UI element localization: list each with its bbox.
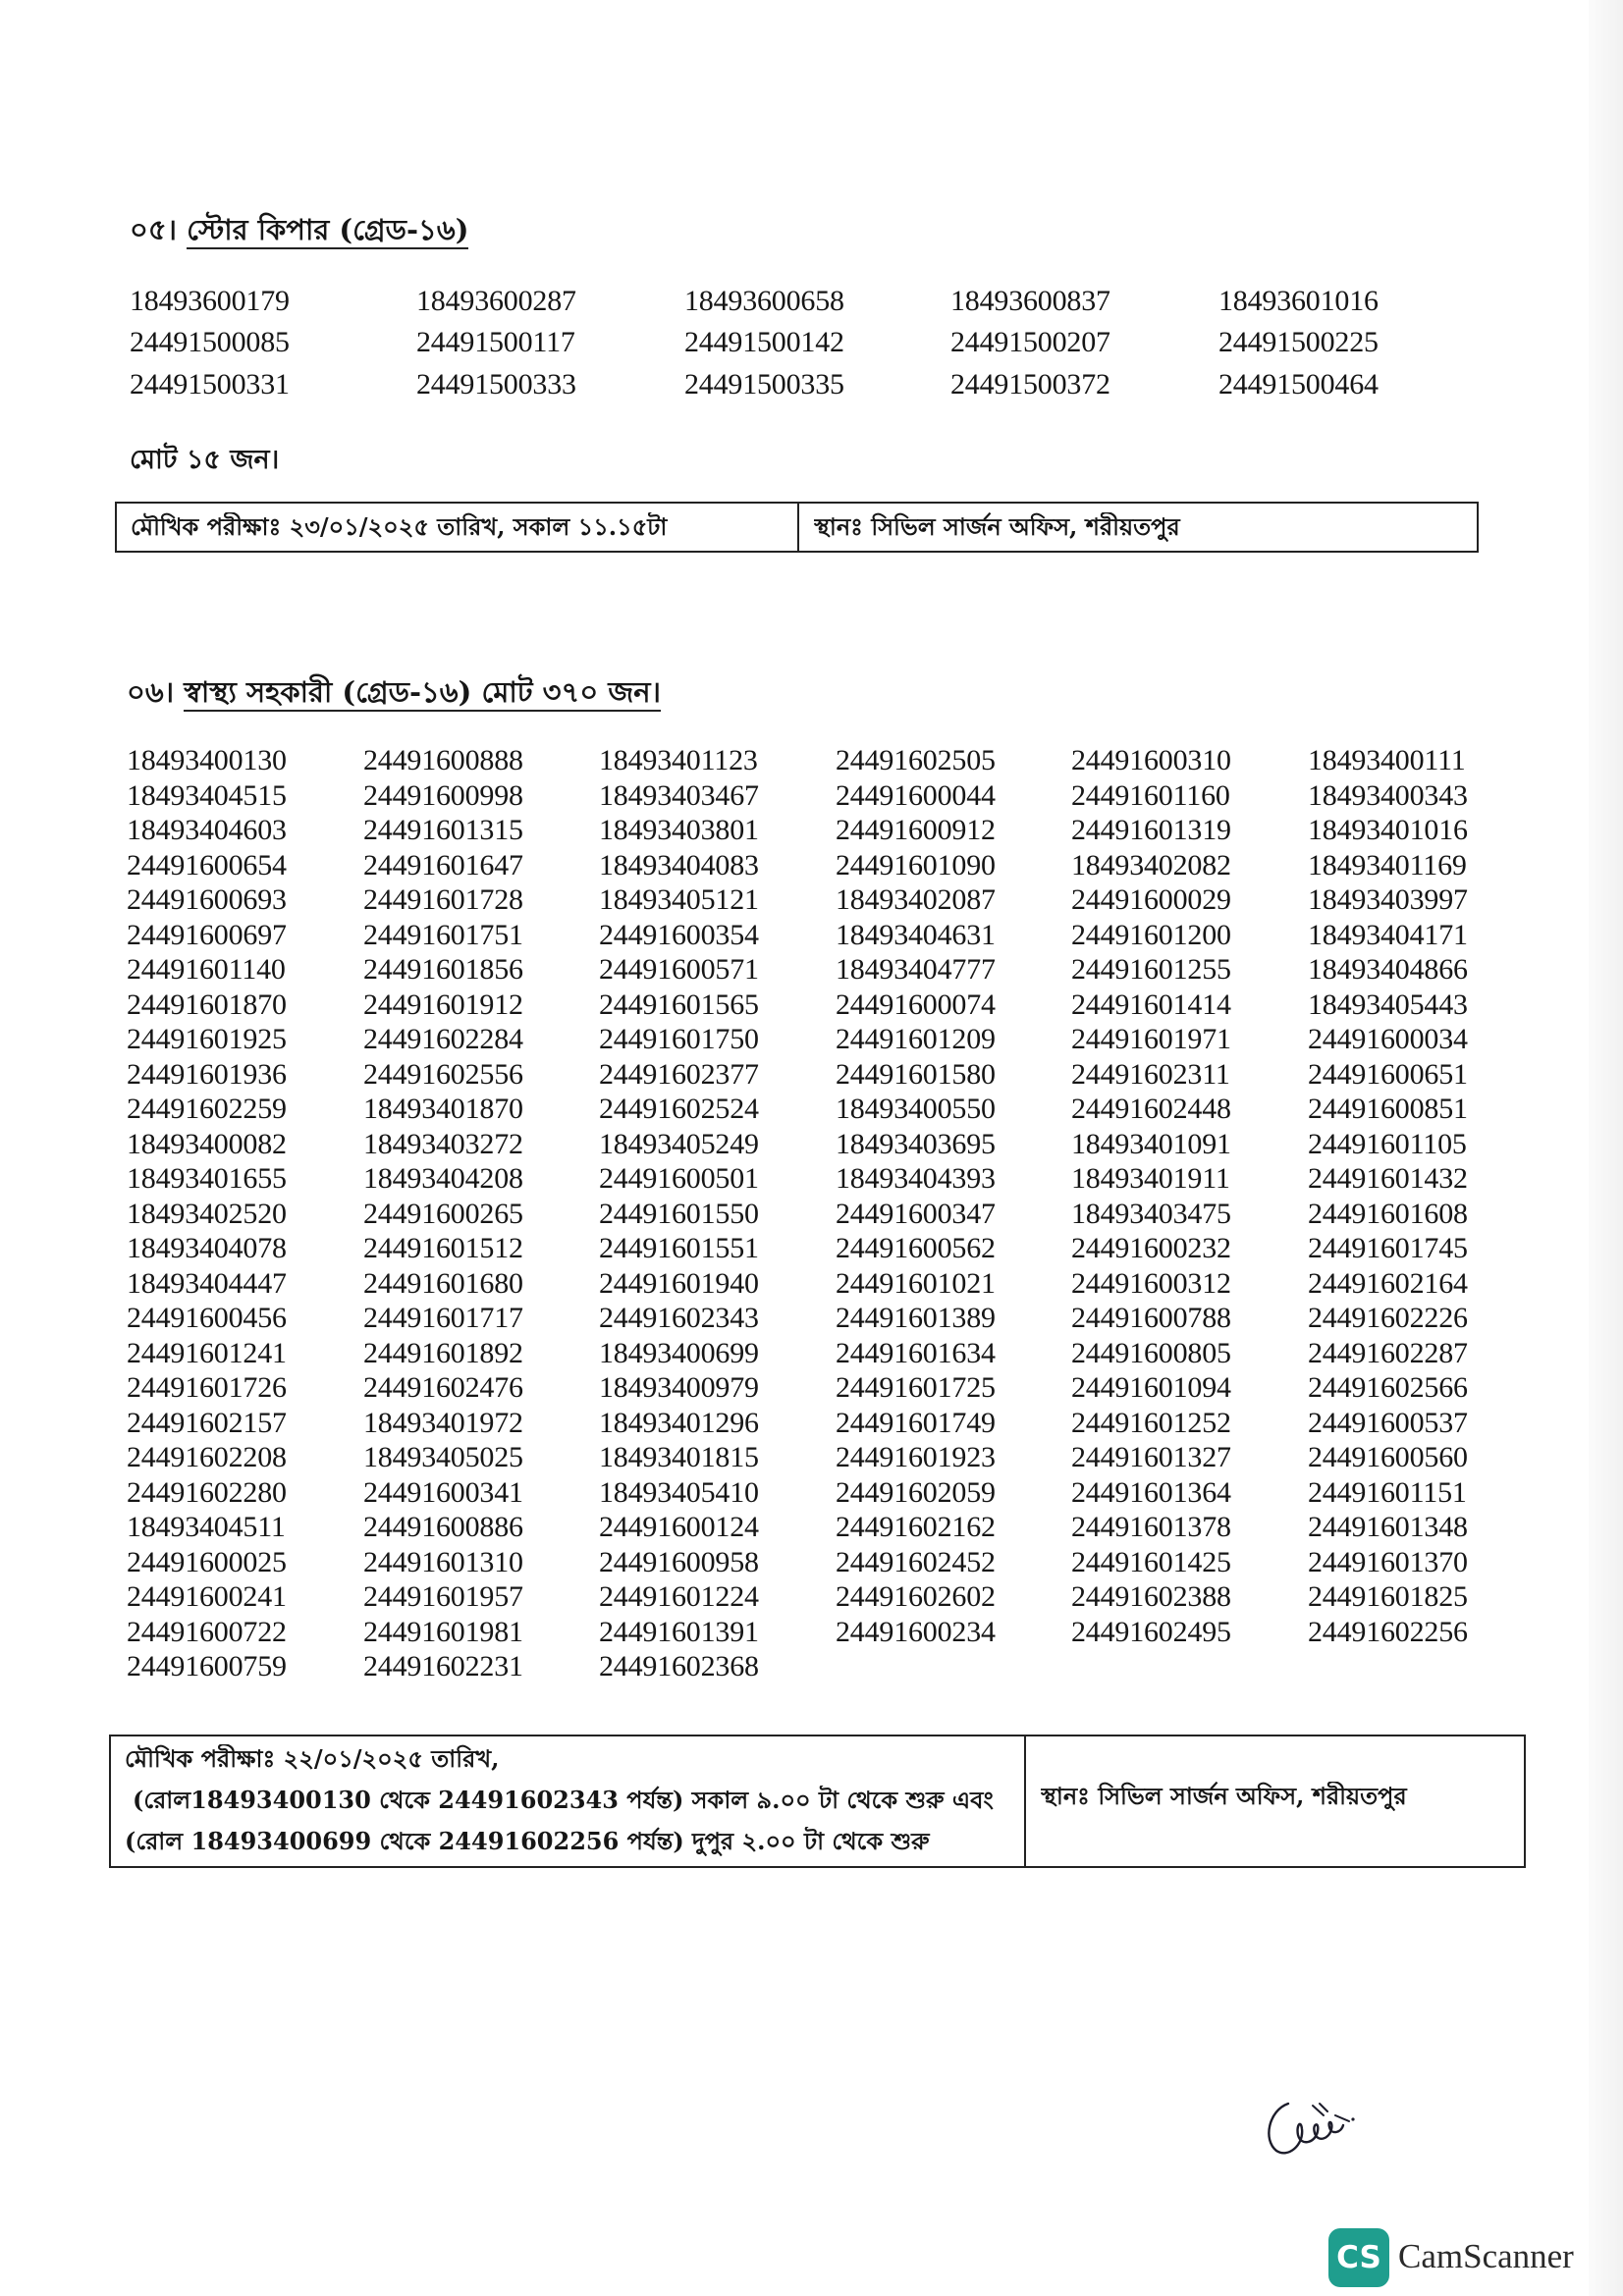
- roll-number: 24491601550: [599, 1197, 759, 1230]
- roll-number: 24491601940: [599, 1266, 759, 1300]
- exam-box-divider: [1024, 1736, 1026, 1866]
- roll-number: 18493600658: [684, 285, 844, 317]
- roll-number: 24491500335: [684, 368, 844, 400]
- section-05-exam-schedule: মৌখিক পরীক্ষাঃ ২৩/০১/২০২৫ তারিখ, সকাল ১১.১৫টা: [131, 512, 668, 541]
- roll-number: 24491600851: [1308, 1093, 1468, 1125]
- roll-number: 24491500142: [684, 326, 844, 358]
- roll-number: 24491601925: [127, 1023, 287, 1055]
- roll-number: 24491601378: [1071, 1511, 1231, 1543]
- roll-number: 24491600571: [599, 953, 759, 986]
- roll-number: 24491601825: [1308, 1580, 1468, 1613]
- roll-number: 24491601512: [363, 1232, 523, 1264]
- roll-number: 24491601551: [599, 1232, 759, 1264]
- section-06-exam-box: [109, 1735, 1526, 1868]
- roll-number: 24491600232: [1071, 1232, 1231, 1264]
- roll-column: [363, 743, 523, 1684]
- roll-number: 24491600562: [836, 1232, 996, 1264]
- roll-number: 24491602226: [1308, 1302, 1468, 1334]
- roll-number: 24491602259: [127, 1093, 287, 1125]
- roll-number: 24491600354: [599, 918, 759, 951]
- roll-number: 24491601105: [1308, 1127, 1467, 1160]
- roll-number: 24491602448: [1071, 1093, 1231, 1125]
- roll-number: 18493401815: [599, 1441, 759, 1473]
- roll-number: 24491600312: [1071, 1266, 1231, 1300]
- roll-number: 24491601634: [836, 1336, 996, 1369]
- roll-number: 24491601745: [1308, 1232, 1468, 1264]
- roll-number: 24491500117: [416, 326, 575, 358]
- roll-number: 24491601680: [363, 1266, 523, 1300]
- roll-number: 24491601608: [1308, 1197, 1468, 1230]
- roll-number: 24491601565: [599, 988, 759, 1021]
- roll-number: 18493403467: [599, 778, 759, 812]
- roll-number: 24491601432: [1308, 1162, 1468, 1195]
- roll-number: 24491601647: [363, 848, 523, 881]
- roll-number: 24491500333: [416, 368, 576, 400]
- roll-number: 24491601327: [1071, 1441, 1231, 1473]
- roll-number: 18493600287: [416, 285, 576, 317]
- roll-number: 18493404515: [127, 778, 287, 812]
- roll-number: 18493401870: [363, 1093, 523, 1125]
- roll-number: 24491601160: [1071, 778, 1230, 812]
- roll-number: 18493400979: [599, 1371, 759, 1404]
- roll-number: 18493402087: [836, 883, 996, 916]
- roll-number: 24491500331: [130, 368, 290, 400]
- roll-number: 24491601856: [363, 953, 523, 986]
- roll-number: 18493403475: [1071, 1197, 1231, 1230]
- roll-number: 18493401655: [127, 1162, 287, 1195]
- roll-number: 24491601255: [1071, 953, 1231, 986]
- roll-number: 24491601749: [836, 1406, 996, 1439]
- roll-number: 24491602476: [363, 1371, 523, 1404]
- roll-number: 18493404447: [127, 1266, 287, 1300]
- roll-number: 24491602495: [1071, 1615, 1231, 1648]
- roll-number: 18493400082: [127, 1127, 287, 1160]
- roll-number: 24491601021: [836, 1266, 996, 1300]
- roll-number: 18493400343: [1308, 778, 1468, 812]
- roll-column: [1308, 743, 1468, 1649]
- roll-number: 18493404171: [1308, 918, 1468, 951]
- roll-number: 18493400699: [599, 1336, 759, 1369]
- roll-number: 24491600888: [363, 744, 523, 776]
- roll-number: 24491602505: [836, 744, 996, 776]
- roll-number: 18493600837: [950, 285, 1110, 317]
- roll-number: 18493600179: [130, 285, 290, 317]
- section-05-total: মোট ১৫ জন।: [130, 445, 280, 475]
- roll-number: 24491602287: [1308, 1336, 1468, 1369]
- section-05-heading: [130, 208, 468, 256]
- roll-number: 24491601252: [1071, 1406, 1231, 1439]
- roll-number: 24491601751: [363, 918, 523, 951]
- roll-number: 24491600025: [127, 1545, 287, 1578]
- roll-number: 24491600560: [1308, 1441, 1468, 1473]
- roll-number: 24491500464: [1218, 368, 1379, 400]
- roll-number: 24491601971: [1071, 1023, 1231, 1055]
- roll-number: 18493404208: [363, 1162, 523, 1195]
- roll-number: 18493403997: [1308, 883, 1468, 916]
- roll-number: 24491601090: [836, 848, 996, 881]
- roll-column: [599, 743, 759, 1684]
- roll-number: 18493401911: [1071, 1162, 1230, 1195]
- roll-number: 24491601348: [1308, 1511, 1468, 1543]
- signature-icon: [1259, 2086, 1367, 2164]
- roll-number: 18493404603: [127, 814, 287, 846]
- roll-number: 24491600805: [1071, 1336, 1231, 1369]
- roll-number: 24491601389: [836, 1302, 996, 1334]
- roll-number: 24491601241: [127, 1336, 287, 1369]
- roll-number: 18493401169: [1308, 848, 1467, 881]
- section-06-exam-date: মৌখিক পরীক্ষাঃ ২২/০১/২০২৫ তারিখ,: [125, 1744, 500, 1773]
- roll-number: 24491602162: [836, 1511, 996, 1543]
- roll-number: 24491601750: [599, 1023, 759, 1055]
- section-05-title: স্টোর কিপার (গ্রেড-১৬): [187, 213, 468, 249]
- roll-number: 18493401296: [599, 1406, 759, 1439]
- roll-number: 24491600124: [599, 1511, 759, 1543]
- roll-number: 24491600722: [127, 1615, 287, 1648]
- roll-number: 18493404511: [127, 1511, 286, 1543]
- roll-number: 18493401016: [1308, 814, 1468, 846]
- roll-number: 18493402520: [127, 1197, 287, 1230]
- roll-number: 24491601414: [1071, 988, 1231, 1021]
- roll-number: 24491601717: [363, 1302, 523, 1334]
- roll-number: 24491500372: [950, 368, 1110, 400]
- roll-number: 18493405443: [1308, 988, 1468, 1021]
- roll-number: 24491601870: [127, 988, 287, 1021]
- roll-number: 18493404777: [836, 953, 996, 986]
- roll-number: 24491600998: [363, 778, 523, 812]
- section-05-exam-venue: স্থানঃ সিভিল সার্জন অফিস, শরীয়তপুর: [814, 512, 1180, 541]
- roll-number: 18493404083: [599, 848, 759, 881]
- roll-number: 24491602256: [1308, 1615, 1468, 1648]
- roll-number: 24491602602: [836, 1580, 996, 1613]
- roll-number: 24491601726: [127, 1371, 287, 1404]
- roll-number: 18493601016: [1218, 285, 1379, 317]
- roll-number: 24491601319: [1071, 814, 1231, 846]
- roll-number: 18493405025: [363, 1441, 523, 1473]
- roll-number: 24491600234: [836, 1615, 996, 1648]
- roll-column: [1071, 743, 1231, 1649]
- roll-number: 24491601370: [1308, 1545, 1468, 1578]
- section-06-exam-morning: (রোল18493400130 থেকে 24491602343 পর্যন্ত) সকাল ৯.০০ টা থেকে শুরু এবং: [133, 1786, 994, 1814]
- roll-number: 24491600537: [1308, 1406, 1468, 1439]
- roll-number: 24491602343: [599, 1302, 759, 1334]
- roll-number: 18493403801: [599, 814, 759, 846]
- section-05-exam-box: [115, 502, 1479, 553]
- roll-number: 24491602231: [363, 1650, 523, 1682]
- roll-number: 24491601923: [836, 1441, 996, 1473]
- roll-number: 24491600693: [127, 883, 287, 916]
- roll-number: 24491600074: [836, 988, 996, 1021]
- roll-number: 24491602524: [599, 1093, 759, 1125]
- roll-number: 24491602208: [127, 1441, 287, 1473]
- roll-number: 24491601151: [1308, 1475, 1467, 1509]
- roll-number: 18493404631: [836, 918, 996, 951]
- roll-number: 24491601094: [1071, 1371, 1231, 1404]
- roll-number: 24491602059: [836, 1475, 996, 1509]
- exam-box-divider: [797, 504, 799, 551]
- roll-number: 24491602311: [1071, 1057, 1230, 1091]
- roll-number: 24491602157: [127, 1406, 287, 1439]
- roll-number: 24491601725: [836, 1371, 996, 1404]
- roll-number: 18493401123: [599, 744, 758, 776]
- roll-number: 18493400130: [127, 744, 287, 776]
- roll-number: 24491601224: [599, 1580, 759, 1613]
- roll-number: 24491602452: [836, 1545, 996, 1578]
- roll-number: 24491601981: [363, 1615, 523, 1648]
- roll-number: 24491601912: [363, 988, 523, 1021]
- roll-number: 24491500085: [130, 326, 290, 358]
- roll-number: 24491600654: [127, 848, 287, 881]
- roll-number: 24491601310: [363, 1545, 523, 1578]
- roll-number: 24491600341: [363, 1475, 523, 1509]
- roll-number: 18493403695: [836, 1127, 996, 1160]
- roll-number: 24491600241: [127, 1580, 287, 1613]
- roll-number: 24491602388: [1071, 1580, 1231, 1613]
- roll-number: 24491602377: [599, 1057, 759, 1091]
- section-06-title: স্বাস্থ্য সহকারী (গ্রেড-১৬) মোট ৩৭০ জন।: [184, 675, 661, 712]
- roll-number: 24491601580: [836, 1057, 996, 1091]
- roll-number: 24491602556: [363, 1057, 523, 1091]
- camscanner-text: CamScanner: [1398, 2237, 1574, 2275]
- roll-number: 24491600958: [599, 1545, 759, 1578]
- roll-number: 24491600501: [599, 1162, 759, 1195]
- roll-number: 24491602566: [1308, 1371, 1468, 1404]
- roll-number: 18493403272: [363, 1127, 523, 1160]
- roll-number: 24491602368: [599, 1650, 759, 1682]
- roll-number: 24491602164: [1308, 1266, 1468, 1300]
- roll-number: 18493402082: [1071, 848, 1231, 881]
- section-06-heading: [127, 670, 661, 719]
- roll-number: 24491601364: [1071, 1475, 1231, 1509]
- roll-number: 24491600310: [1071, 744, 1231, 776]
- roll-number: 24491601936: [127, 1057, 287, 1091]
- roll-number: 18493400111: [1308, 744, 1466, 776]
- roll-number: 24491602280: [127, 1475, 287, 1509]
- roll-number: 18493405249: [599, 1127, 759, 1160]
- roll-number: 24491600697: [127, 918, 287, 951]
- roll-number: 24491600034: [1308, 1023, 1468, 1055]
- roll-number: 24491601425: [1071, 1545, 1231, 1578]
- roll-number: 24491500207: [950, 326, 1110, 358]
- camscanner-logo-icon: CS: [1328, 2228, 1389, 2287]
- roll-number: 24491601391: [599, 1615, 759, 1648]
- roll-number: 24491600788: [1071, 1302, 1231, 1334]
- roll-number: 24491600456: [127, 1302, 287, 1334]
- roll-number: 18493401972: [363, 1406, 523, 1439]
- scan-edge: [1589, 0, 1623, 2296]
- roll-number: 24491600347: [836, 1197, 996, 1230]
- roll-column: [836, 743, 996, 1649]
- roll-number: 24491601728: [363, 883, 523, 916]
- roll-number: 18493404393: [836, 1162, 996, 1195]
- roll-number: 24491601315: [363, 814, 523, 846]
- roll-number: 24491600886: [363, 1511, 523, 1543]
- roll-number: 24491601200: [1071, 918, 1231, 951]
- roll-number: 24491602284: [363, 1023, 523, 1055]
- roll-number: 24491601209: [836, 1023, 996, 1055]
- section-06-exam-afternoon: (রোল 18493400699 থেকে 24491602256 পর্যন্ত) দুপুর ২.০০ টা থেকে শুরু: [125, 1827, 930, 1855]
- roll-number: 24491600029: [1071, 883, 1231, 916]
- roll-number: 18493405121: [599, 883, 759, 916]
- roll-number: 24491600759: [127, 1650, 287, 1682]
- roll-number: 18493405410: [599, 1475, 759, 1509]
- roll-number: 24491601140: [127, 953, 286, 986]
- roll-number: 24491600651: [1308, 1057, 1468, 1091]
- roll-column: [127, 743, 287, 1684]
- section-05-number: ০৫।: [130, 213, 178, 246]
- roll-number: 24491600912: [836, 814, 996, 846]
- section-06-number: ০৬।: [127, 675, 175, 709]
- roll-number: 24491600044: [836, 778, 996, 812]
- roll-number: 24491601892: [363, 1336, 523, 1369]
- roll-number: 18493400550: [836, 1093, 996, 1125]
- roll-number: 24491600265: [363, 1197, 523, 1230]
- roll-number: 24491601957: [363, 1580, 523, 1613]
- section-06-exam-venue: স্থানঃ সিভিল সার্জন অফিস, শরীয়তপুর: [1041, 1782, 1407, 1810]
- roll-number: 24491500225: [1218, 326, 1379, 358]
- roll-number: 18493404078: [127, 1232, 287, 1264]
- roll-number: 18493404866: [1308, 953, 1468, 986]
- roll-number: 18493401091: [1071, 1127, 1231, 1160]
